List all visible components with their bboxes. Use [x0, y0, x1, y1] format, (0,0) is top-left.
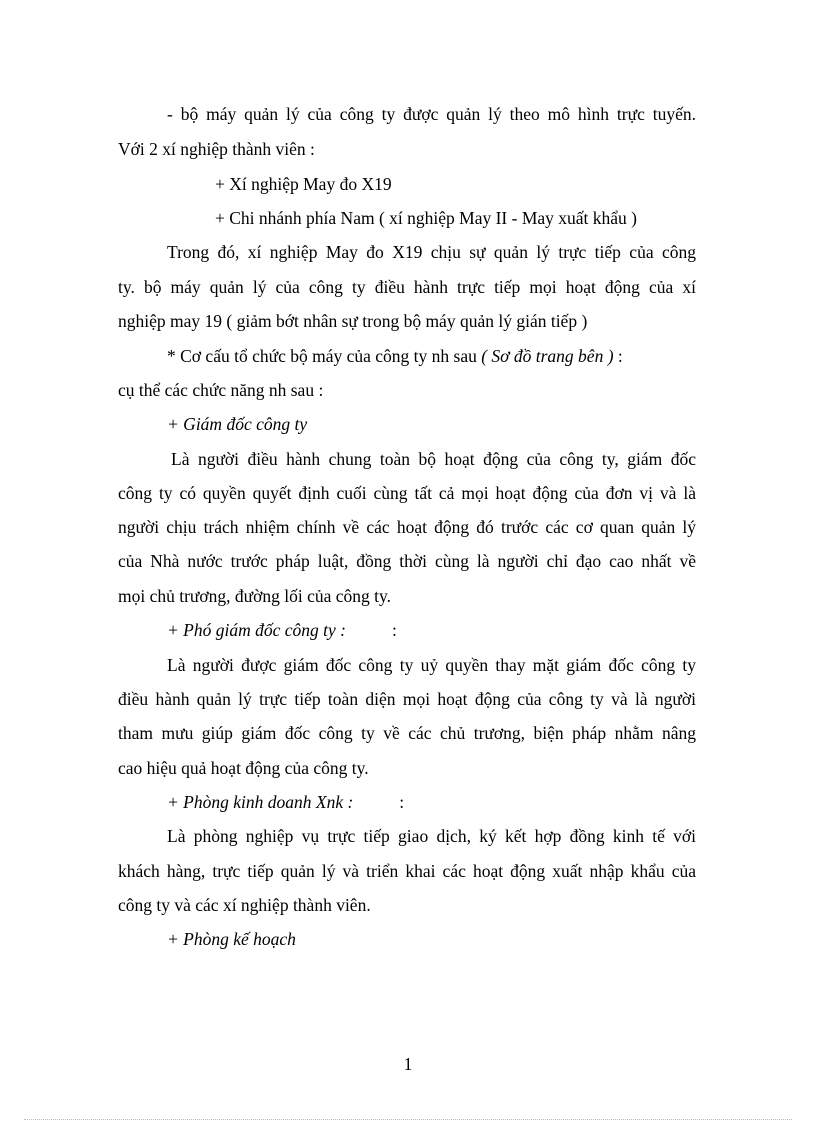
- line-12: công ty có quyền quyết định cuối cùng tất cả mọi hoạt động của đơn vị và là: [118, 483, 696, 503]
- so-do-note: ( Sơ đồ trang bên ): [481, 346, 614, 366]
- heading-pho-giam-doc-colon: :: [392, 620, 397, 640]
- heading-pho-giam-doc-text: + Phó giám đốc công ty :: [167, 620, 346, 640]
- line-8: [167, 344, 696, 368]
- page-number: 1: [403, 1054, 413, 1074]
- page-bottom-border: [24, 1119, 792, 1120]
- line-19: tham mưu giúp giám đốc công ty về các chủ trương, biện pháp nhằm nâng: [118, 723, 696, 743]
- line-23: khách hàng, trực tiếp quản lý và triển khai các hoạt động xuất nhập khẩu của: [118, 861, 696, 881]
- line-6: ty. bộ máy quản lý của công ty điều hành trực tiếp mọi hoạt động của xí: [118, 277, 696, 297]
- line-13: người chịu trách nhiệm chính về các hoạt động đó trước các cơ quan quản lý: [118, 517, 696, 537]
- line-20: cao hiệu quả hoạt động của công ty.: [118, 758, 369, 778]
- line-8-text: * Cơ cấu tổ chức bộ máy của công ty nh sau: [167, 346, 477, 366]
- list-item-x19: + Xí nghiệp May đo X19: [215, 174, 392, 194]
- heading-phong-kinh-doanh-colon: :: [399, 792, 405, 812]
- line-1: - bộ máy quản lý của công ty được quản lý theo mô hình trực tuyến.: [167, 104, 696, 124]
- line-7: nghiệp may 19 ( giảm bớt nhân sự trong bộ máy quản lý gián tiếp ): [118, 311, 588, 331]
- heading-pho-giam-doc: [167, 618, 745, 642]
- heading-phong-kinh-doanh-text: + Phòng kinh doanh Xnk :: [167, 792, 354, 812]
- heading-phong-ke-hoach: + Phòng kế hoạch: [167, 929, 296, 949]
- line-15: mọi chủ trương, đường lối của công ty.: [118, 586, 392, 606]
- line-22: Là phòng nghiệp vụ trực tiếp giao dịch, ký kết hợp đồng kinh tế với: [167, 826, 696, 846]
- line-14: của Nhà nước trước pháp luật, đồng thời cùng là người chỉ đạo cao nhất về: [118, 551, 696, 571]
- list-item-chi-nhanh: + Chi nhánh phía Nam ( xí nghiệp May II - May xuất khẩu ): [215, 208, 637, 228]
- line-5: Trong đó, xí nghiệp May đo X19 chịu sự quản lý trực tiếp của công: [167, 242, 696, 262]
- heading-giam-doc: + Giám đốc công ty: [167, 414, 308, 434]
- line-8-colon: :: [613, 346, 623, 366]
- line-2: Với 2 xí nghiệp thành viên :: [118, 139, 315, 159]
- heading-phong-kinh-doanh: [167, 790, 745, 814]
- line-24: công ty và các xí nghiệp thành viên.: [118, 895, 371, 915]
- line-11: Là người điều hành chung toàn bộ hoạt động của công ty, giám đốc: [171, 449, 696, 469]
- line-18: điều hành quản lý trực tiếp toàn diện mọi hoạt động của công ty và là người: [118, 689, 696, 709]
- line-17: Là người được giám đốc công ty uỷ quyền thay mặt giám đốc công ty: [167, 655, 696, 675]
- line-9: cụ thể các chức năng nh sau :: [118, 380, 324, 400]
